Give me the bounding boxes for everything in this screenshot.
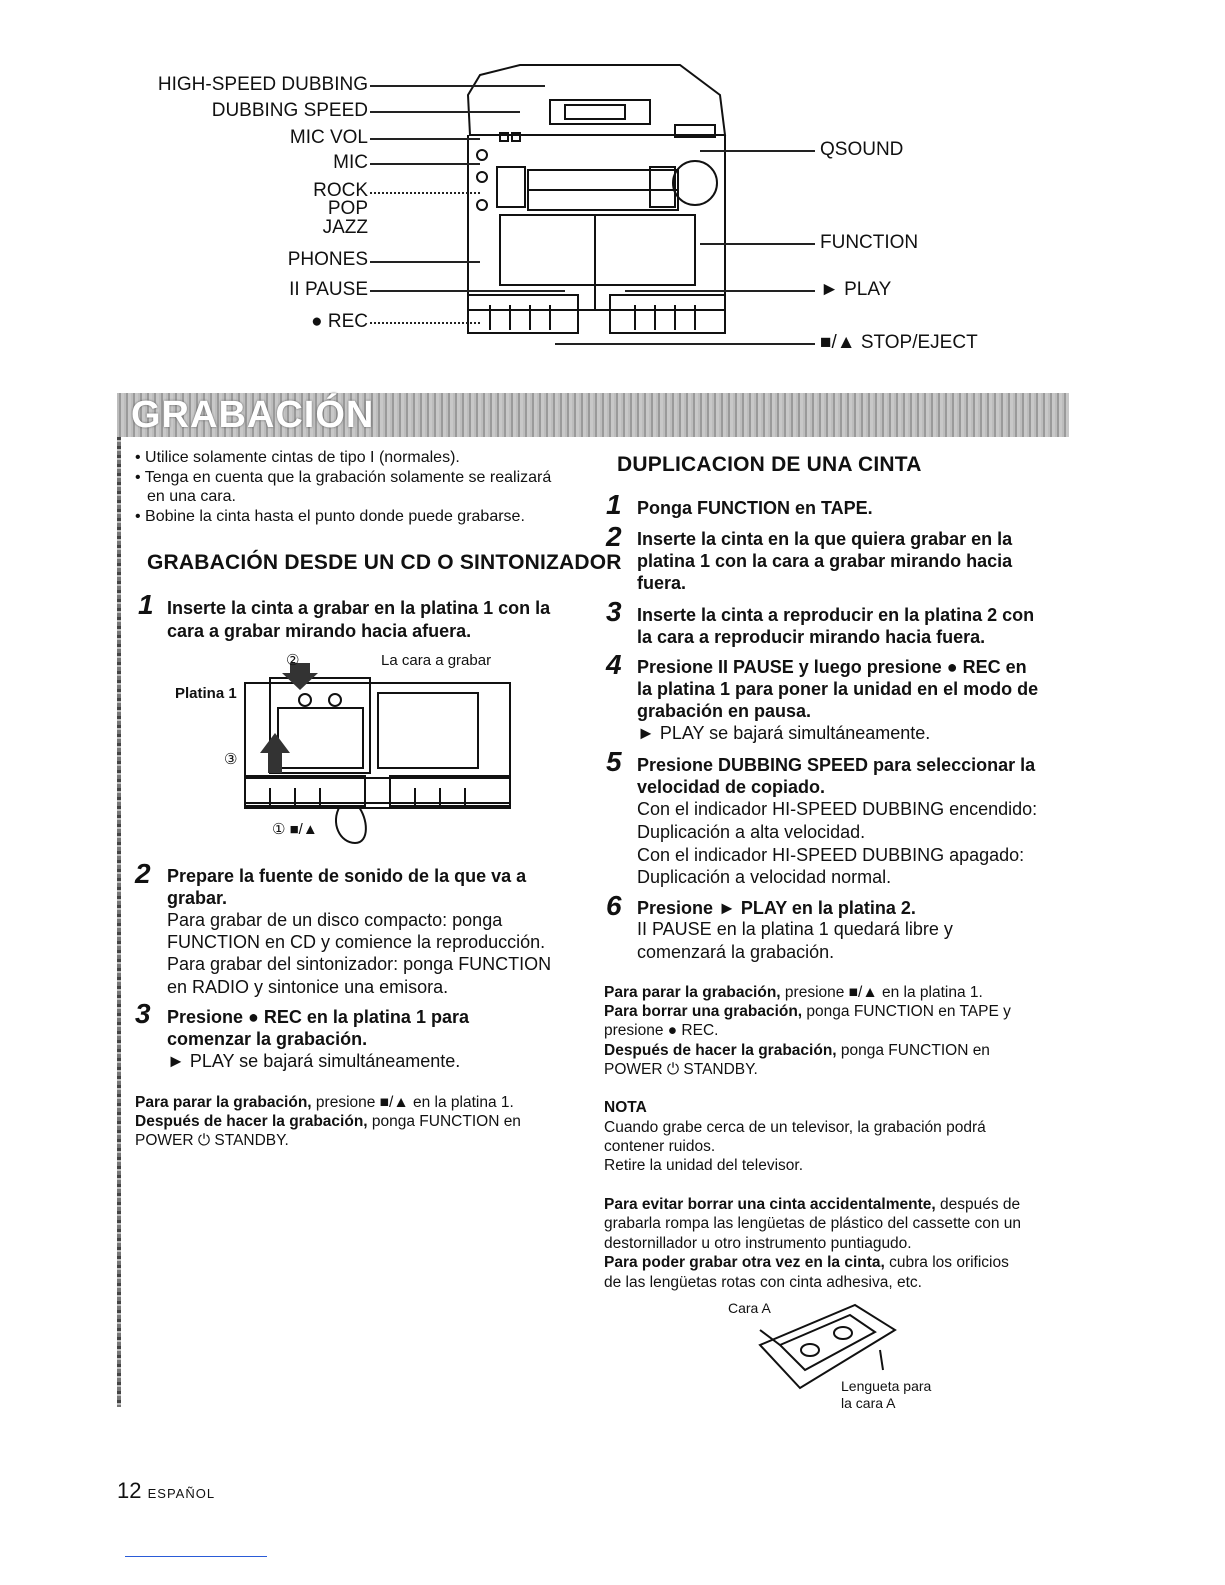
- left-note: Para parar la grabación, presione ■/▲ en la platina 1.: [135, 1094, 514, 1111]
- step-text: en RADIO y sintonice una emisora.: [167, 977, 449, 997]
- label-function: FUNCTION: [820, 232, 919, 253]
- figure-mark-2: ②: [286, 652, 300, 669]
- label-rec: ● REC: [311, 311, 368, 332]
- label-stop-eject: ■/▲ STOP/EJECT: [820, 332, 978, 353]
- step-heading: velocidad de copiado.: [637, 777, 826, 797]
- intro-bullet: • Utilice solamente cintas de tipo I (normales).: [135, 449, 460, 466]
- step-heading: grabación en pausa.: [637, 701, 812, 721]
- right-note: Para evitar borrar una cinta accidentalmente, después de: [604, 1196, 1021, 1213]
- label-qsound: QSOUND: [820, 139, 904, 160]
- right-heading: DUPLICACION DE UNA CINTA: [617, 453, 922, 476]
- right-note: Para borrar una grabación, ponga FUNCTION en TAPE y: [604, 1003, 1011, 1020]
- label-pop: POP: [327, 198, 368, 219]
- left-note: Después de hacer la grabación, ponga FUNCTION en: [135, 1113, 521, 1130]
- stereo-illustration: [440, 55, 740, 355]
- step-number: 1: [138, 589, 154, 620]
- step-number: 6: [606, 890, 622, 921]
- step-text: Para grabar del sintonizador: ponga FUNCTION: [167, 954, 552, 974]
- intro-bullet: • Tenga en cuenta que la grabación solamente se realizará: [135, 469, 552, 486]
- label-high-speed-dubbing: HIGH-SPEED DUBBING: [157, 74, 368, 95]
- step-heading: comenzar la grabación.: [167, 1029, 368, 1049]
- footer-language: ESPAÑOL: [147, 1486, 216, 1501]
- section-title: GRABACIÓN: [131, 394, 375, 436]
- step-number: 3: [135, 998, 151, 1029]
- figure-mark-3: ③: [224, 751, 238, 768]
- intro-bullet: • Bobine la cinta hasta el punto donde puede grabarse.: [135, 508, 525, 525]
- step-heading: Inserte la cinta a grabar en la platina 1 con la: [167, 598, 551, 618]
- step-heading: Prepare la fuente de sonido de la que va a: [167, 866, 527, 886]
- label-rock: ROCK: [313, 180, 368, 201]
- step-text: ► PLAY se bajará simultáneamente.: [167, 1051, 461, 1071]
- footer-rule: [125, 1556, 267, 1557]
- step-heading: platina 1 con la cara a grabar mirando hacia: [637, 551, 1013, 571]
- step-heading: Inserte la cinta a reproducir en la platina 2 con: [637, 605, 1035, 625]
- step-text: Duplicación a velocidad normal.: [637, 867, 892, 887]
- right-note: presione ● REC.: [604, 1022, 719, 1039]
- label-pause: II PAUSE: [289, 279, 368, 300]
- right-note: Para parar la grabación, presione ■/▲ en la platina 1.: [604, 984, 983, 1001]
- label-mic-vol: MIC VOL: [289, 127, 368, 148]
- step-heading: Presione DUBBING SPEED para seleccionar la: [637, 755, 1036, 775]
- right-note: Después de hacer la grabación, ponga FUNCTION en: [604, 1042, 990, 1059]
- step-text: comenzará la grabación.: [637, 942, 835, 962]
- step-text: II PAUSE en la platina 1 quedará libre y: [637, 919, 953, 939]
- left-heading: GRABACIÓN DESDE UN CD O SINTONIZADOR: [147, 551, 622, 574]
- label-jazz: JAZZ: [322, 217, 368, 238]
- right-note: destornillador u otro instrumento puntiagudo.: [604, 1235, 912, 1252]
- figure-mark-1: ① ■/▲: [272, 821, 318, 838]
- nota-line: Retire la unidad del televisor.: [604, 1157, 804, 1174]
- cassette-tab-label: la cara A: [841, 1395, 896, 1411]
- step-heading: la cara a reproducir mirando hacia fuera.: [637, 627, 986, 647]
- step-heading: Inserte la cinta en la que quiera grabar en la: [637, 529, 1013, 549]
- step-heading: Presione ● REC en la platina 1 para: [167, 1007, 469, 1027]
- step-heading: cara a grabar mirando hacia afuera.: [167, 621, 472, 641]
- nota-title: NOTA: [604, 1099, 647, 1116]
- cassette-tab-label: Lengueta para: [841, 1378, 932, 1394]
- label-mic: MIC: [333, 152, 368, 173]
- figure-label-deck: Platina 1: [175, 685, 237, 702]
- step-text: Para grabar de un disco compacto: ponga: [167, 910, 503, 930]
- right-note: POWER ⏻ STANDBY.: [604, 1061, 758, 1078]
- step-heading: grabar.: [167, 888, 228, 908]
- label-dubbing-speed: DUBBING SPEED: [211, 100, 368, 121]
- step-text: Duplicación a alta velocidad.: [637, 822, 866, 842]
- step-text: Con el indicador HI-SPEED DUBBING apagado:: [637, 845, 1025, 865]
- cassette-side-label: Cara A: [728, 1300, 771, 1316]
- right-note: grabarla rompa las lengüetas de plástico del cassette con un: [604, 1215, 1022, 1232]
- page-footer: [117, 1478, 215, 1504]
- right-note: de las lengüetas rotas con cinta adhesiva, etc.: [604, 1274, 922, 1291]
- step-number: 3: [606, 596, 622, 627]
- left-margin-rule: [117, 437, 121, 1407]
- step-number: 2: [606, 521, 622, 552]
- step-text: FUNCTION en CD y comience la reproducción.: [167, 932, 546, 952]
- deck-illustration: [230, 648, 520, 848]
- nota-line: Cuando grabe cerca de un televisor, la grabación podrá: [604, 1119, 986, 1136]
- intro-bullet: en una cara.: [147, 488, 236, 505]
- label-play: ► PLAY: [820, 279, 892, 300]
- step-heading: Ponga FUNCTION en TAPE.: [637, 498, 873, 518]
- figure-label-side: La cara a grabar: [381, 652, 492, 669]
- step-heading: la platina 1 para poner la unidad en el modo de: [637, 679, 1039, 699]
- right-note: Para poder grabar otra vez en la cinta, cubra los orificios: [604, 1254, 1009, 1271]
- page-number: 12: [117, 1478, 142, 1503]
- step-number: 5: [606, 746, 622, 777]
- step-number: 2: [135, 858, 151, 889]
- step-heading: fuera.: [637, 573, 687, 593]
- left-note: POWER ⏻ STANDBY.: [135, 1132, 289, 1149]
- step-number: 4: [606, 649, 622, 680]
- step-heading: Presione II PAUSE y luego presione ● REC en: [637, 657, 1027, 677]
- step-text: Con el indicador HI-SPEED DUBBING encendido:: [637, 799, 1038, 819]
- step-number: 1: [606, 489, 622, 520]
- nota-line: contener ruidos.: [604, 1138, 716, 1155]
- step-heading: Presione ► PLAY en la platina 2.: [637, 898, 916, 918]
- label-phones: PHONES: [287, 249, 368, 270]
- step-text: ► PLAY se bajará simultáneamente.: [637, 723, 931, 743]
